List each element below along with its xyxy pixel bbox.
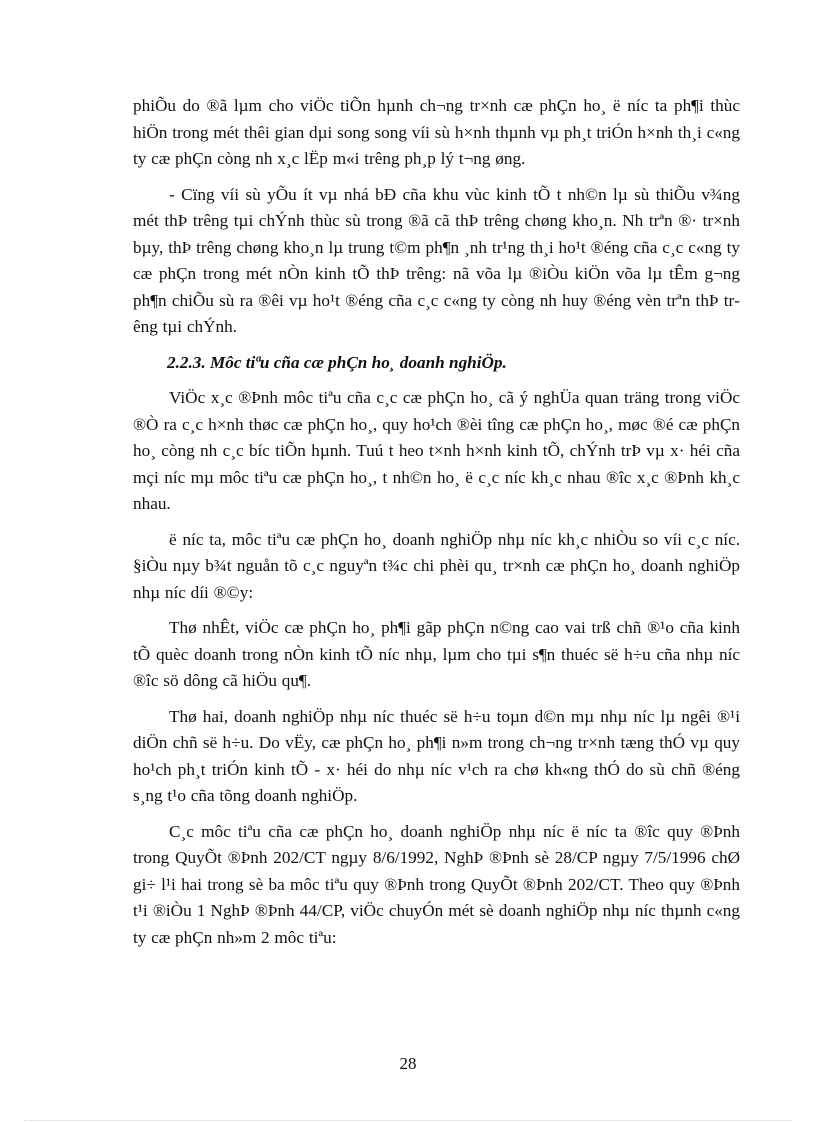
paragraph-first-principle: Thø nhÊt, viÖc cæ phÇn ho¸ ph¶i gãp phÇn n©ng cao vai trß chñ ®¹o cña kinh tÕ quèc doanh trong nÒn kinh tÕ níc nhµ, lµm cho tµi s¶n thuéc së h÷u cña nhµ níc ®îc sö dông cã hiÖu qu¶. xyxy=(133,618,740,690)
paragraph-vietnam-objectives: ë níc ta, môc tiªu cæ phÇn ho¸ doanh nghiÖp nhµ níc kh¸c nhiÒu so víi c¸c níc. §iÒu nµy b¾t nguån tõ c¸c nguyªn t¾c chi phèi qu¸ tr×nh cæ phÇn ho¸ doanh nghiÖp nhµ níc díi ®©y: xyxy=(133,529,740,602)
paragraph-continuation: phiÕu do ®ã lµm cho viÖc tiÕn hµnh ch¬ng tr×nh cæ phÇn ho¸ ë níc ta ph¶i thùc hiÖn trong mét thêi gian dµi song song víi sù h×nh thµnh vµ ph¸t triÓn h×nh th¸i c«ng ty cæ phÇn còng nh x¸c lËp m«i trêng ph¸p lý t¬ng øng. xyxy=(133,96,740,168)
page-bottom-divider xyxy=(24,1120,792,1121)
paragraph-objectives-intro: ViÖc x¸c ®Þnh môc tiªu cña c¸c cæ phÇn ho¸ cã ý nghÜa quan träng trong viÖc ®Ò ra c¸c h×nh thøc cæ phÇn ho¸, quy ho¹ch ®èi tîng cæ phÇn ho¸, møc ®é cæ phÇn ho¸ còng nh c¸c bíc tiÕn hµnh. Tuú t heo t×nh h×nh kinh tÕ, chÝnh trÞ vµ x· héi cña mçi níc mµ môc tiªu cæ phÇn ho¸, t nh©n ho¸ ë c¸c níc kh¸c nhau ®îc x¸c ®Þnh kh¸c nhau. xyxy=(133,388,740,513)
paragraph-regulations: C¸c môc tiªu cña cæ phÇn ho¸ doanh nghiÖp nhµ níc ë níc ta ®îc quy ®Þnh trong QuyÕt ®Þnh 202/CT ngµy 8/6/1992, NghÞ ®Þnh sè 28/CP ngµy 7/5/1996 chØ gi÷ l¹i hai trong sè ba môc tiªu quy ®Þnh trong QuyÕt ®Þnh 202/CT. Theo quy ®Þnh t¹i ®iÒu 1 NghÞ ®Þnh 44/CP, viÖc chuyÓn mét sè doanh nghiÖp nhµ níc thµnh c«ng ty cæ phÇn nh»m 2 môc tiªu: xyxy=(133,821,740,947)
body-text xyxy=(133,93,740,960)
section-heading: 2.2.3. Môc tiªu cña cæ phÇn ho¸ doanh nghiÖp. xyxy=(167,352,507,372)
page-number: 28 xyxy=(399,1054,417,1073)
paragraph-financial-market: - Cïng víi sù yÕu ít vµ nhá bÐ cña khu vùc kinh tÕ t nh©n lµ sù thiÕu v¾ng mét thÞ trêng tµi chÝnh thùc sù trong ®ã cã thÞ trêng chøng kho¸n. Nh trªn ®· tr×nh bµy, thÞ trêng chøng kho¸n lµ trung t©m ph¶n ¸nh tr¹ng th¸i ho¹t ®éng cña c¸c c«ng ty cæ phÇn trong mét nÒn kinh tÕ thÞ trêng: nã võa lµ ®iÒu kiÖn võa lµ tÊm g¬ng ph¶n chiÕu sù ra ®êi vµ ho¹t ®éng cña c¸c c«ng ty còng nh huy ®éng vèn trªn thÞ trêng tµi chÝnh. xyxy=(133,184,740,336)
paragraph-second-principle: Thø hai, doanh nghiÖp nhµ níc thuéc së h÷u toµn d©n mµ nhµ níc lµ ngêi ®¹i diÖn chñ së h÷u. Do vËy, cæ phÇn ho¸ ph¶i n»m trong ch¬ng tr×nh tæng thÓ vµ quy ho¹ch ph¸t triÓn kinh tÕ - x· héi do nhµ níc v¹ch ra chø kh«ng thÓ do sù chñ ®éng s¸ng t¹o cña tõng doanh nghiÖp. xyxy=(133,706,740,805)
